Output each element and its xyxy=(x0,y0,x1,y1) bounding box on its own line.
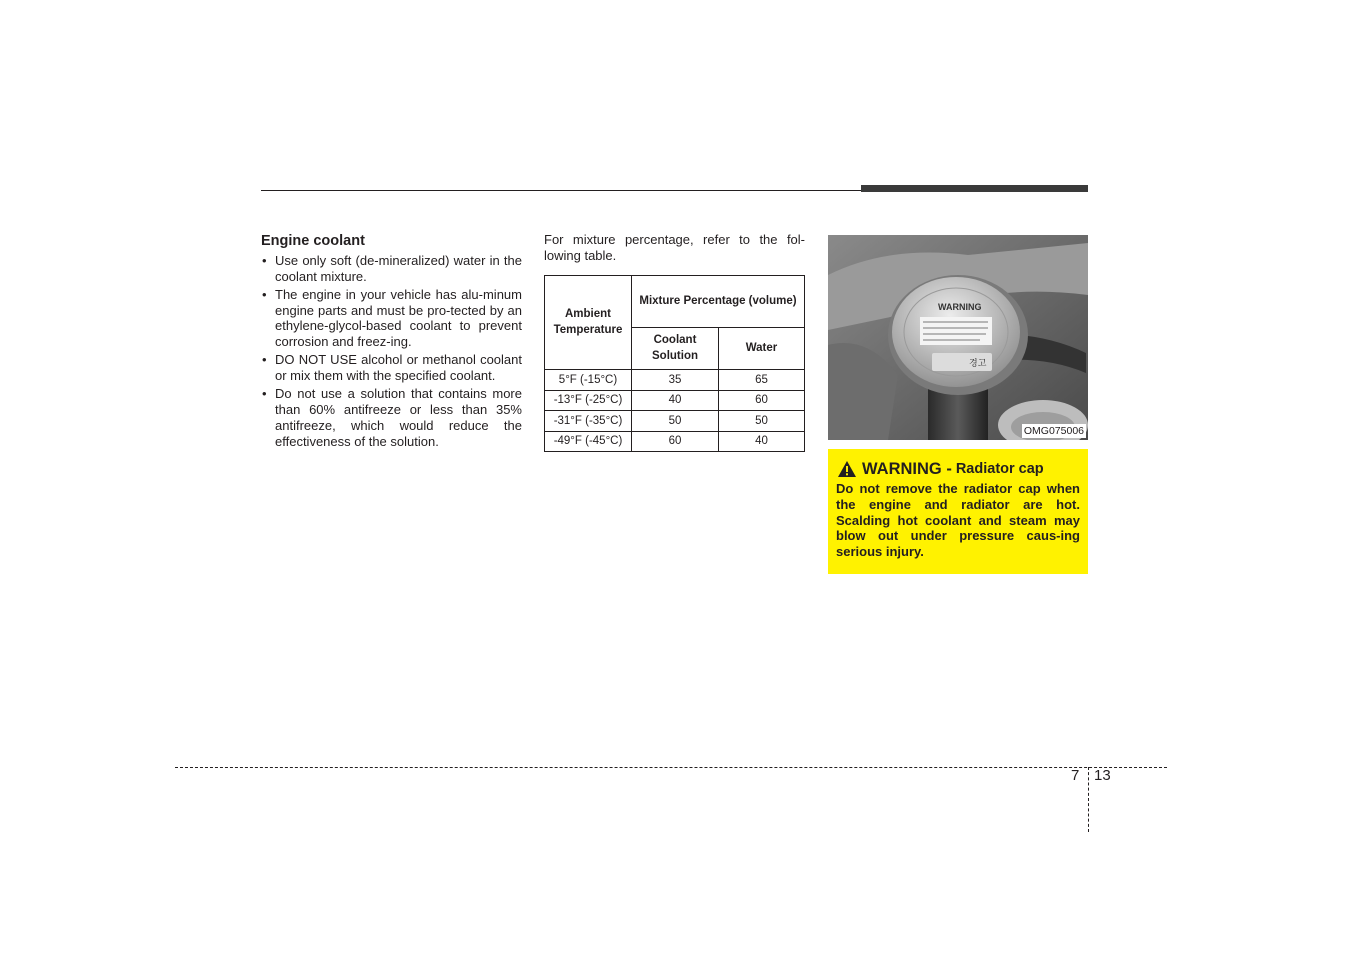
bullet-list xyxy=(261,253,522,449)
header-rule xyxy=(261,190,861,191)
warning-topic: Radiator cap xyxy=(955,461,1044,477)
warning-box xyxy=(828,449,1088,574)
section-title: Engine coolant xyxy=(261,233,365,249)
bullet-item: • DO NOT USE alcohol or methanol coolant or mix them with the specified coolant. xyxy=(261,352,522,383)
mixture-column xyxy=(544,232,805,448)
page-number: 13 xyxy=(1094,767,1111,784)
mixture-table xyxy=(544,275,805,452)
cell-coolant: 40 xyxy=(632,390,719,411)
svg-text:WARNING: WARNING xyxy=(938,302,982,312)
cell-water: 60 xyxy=(719,390,805,411)
warning-label: WARNING - xyxy=(862,459,952,478)
chapter-number: 7 xyxy=(1071,767,1080,784)
header-coolant: Coolant Solution xyxy=(632,328,719,370)
cell-temp: 5°F (-15°C) xyxy=(545,370,632,391)
table-row xyxy=(545,411,805,432)
table-row xyxy=(545,370,805,391)
cell-temp: -31°F (-35°C) xyxy=(545,411,632,432)
bullet-item: • Use only soft (de-mineralized) water in the coolant mixture. xyxy=(261,253,522,284)
warning-text: Do not remove the radiator cap when the engine and radiator are hot. Scalding hot coolant and steam may blow out under pressure caus-ing serious injury. xyxy=(836,481,1080,560)
warning-header xyxy=(836,458,1080,480)
radiator-cap-photo xyxy=(828,235,1088,440)
cell-coolant: 60 xyxy=(632,431,719,452)
mixture-intro: For mixture percentage, refer to the fol-lowing table. xyxy=(544,232,805,263)
header-percentage: Mixture Percentage (volume) xyxy=(632,276,805,328)
footer-rule xyxy=(175,767,1167,768)
bullet-item: • Do not use a solution that contains more than 60% antifreeze or less than 35% antifreeze, which would reduce the effectiveness of the solution. xyxy=(261,386,522,449)
cell-coolant: 35 xyxy=(632,370,719,391)
cell-water: 65 xyxy=(719,370,805,391)
cell-water: 40 xyxy=(719,431,805,452)
radiator-cap-illustration xyxy=(828,235,1088,440)
table-header-row xyxy=(545,276,805,328)
footer-divider xyxy=(1088,767,1089,832)
cell-water: 50 xyxy=(719,411,805,432)
table-row xyxy=(545,431,805,452)
header-water: Water xyxy=(719,328,805,370)
cell-coolant: 50 xyxy=(632,411,719,432)
warning-triangle-icon xyxy=(837,460,857,478)
svg-text:경고: 경고 xyxy=(969,359,987,369)
header-bar xyxy=(861,185,1088,192)
coolant-column xyxy=(261,232,522,452)
bullet-item: • The engine in your vehicle has alu-minum engine parts and must be pro-tected by an ethylene-glycol-based coolant to prevent corrosion and freez-ing. xyxy=(261,287,522,350)
table-row xyxy=(545,390,805,411)
header-ambient: Ambient Temperature xyxy=(545,276,632,370)
cell-temp: -13°F (-25°C) xyxy=(545,390,632,411)
photo-code: OMG075006 xyxy=(1023,425,1084,437)
cell-temp: -49°F (-45°C) xyxy=(545,431,632,452)
